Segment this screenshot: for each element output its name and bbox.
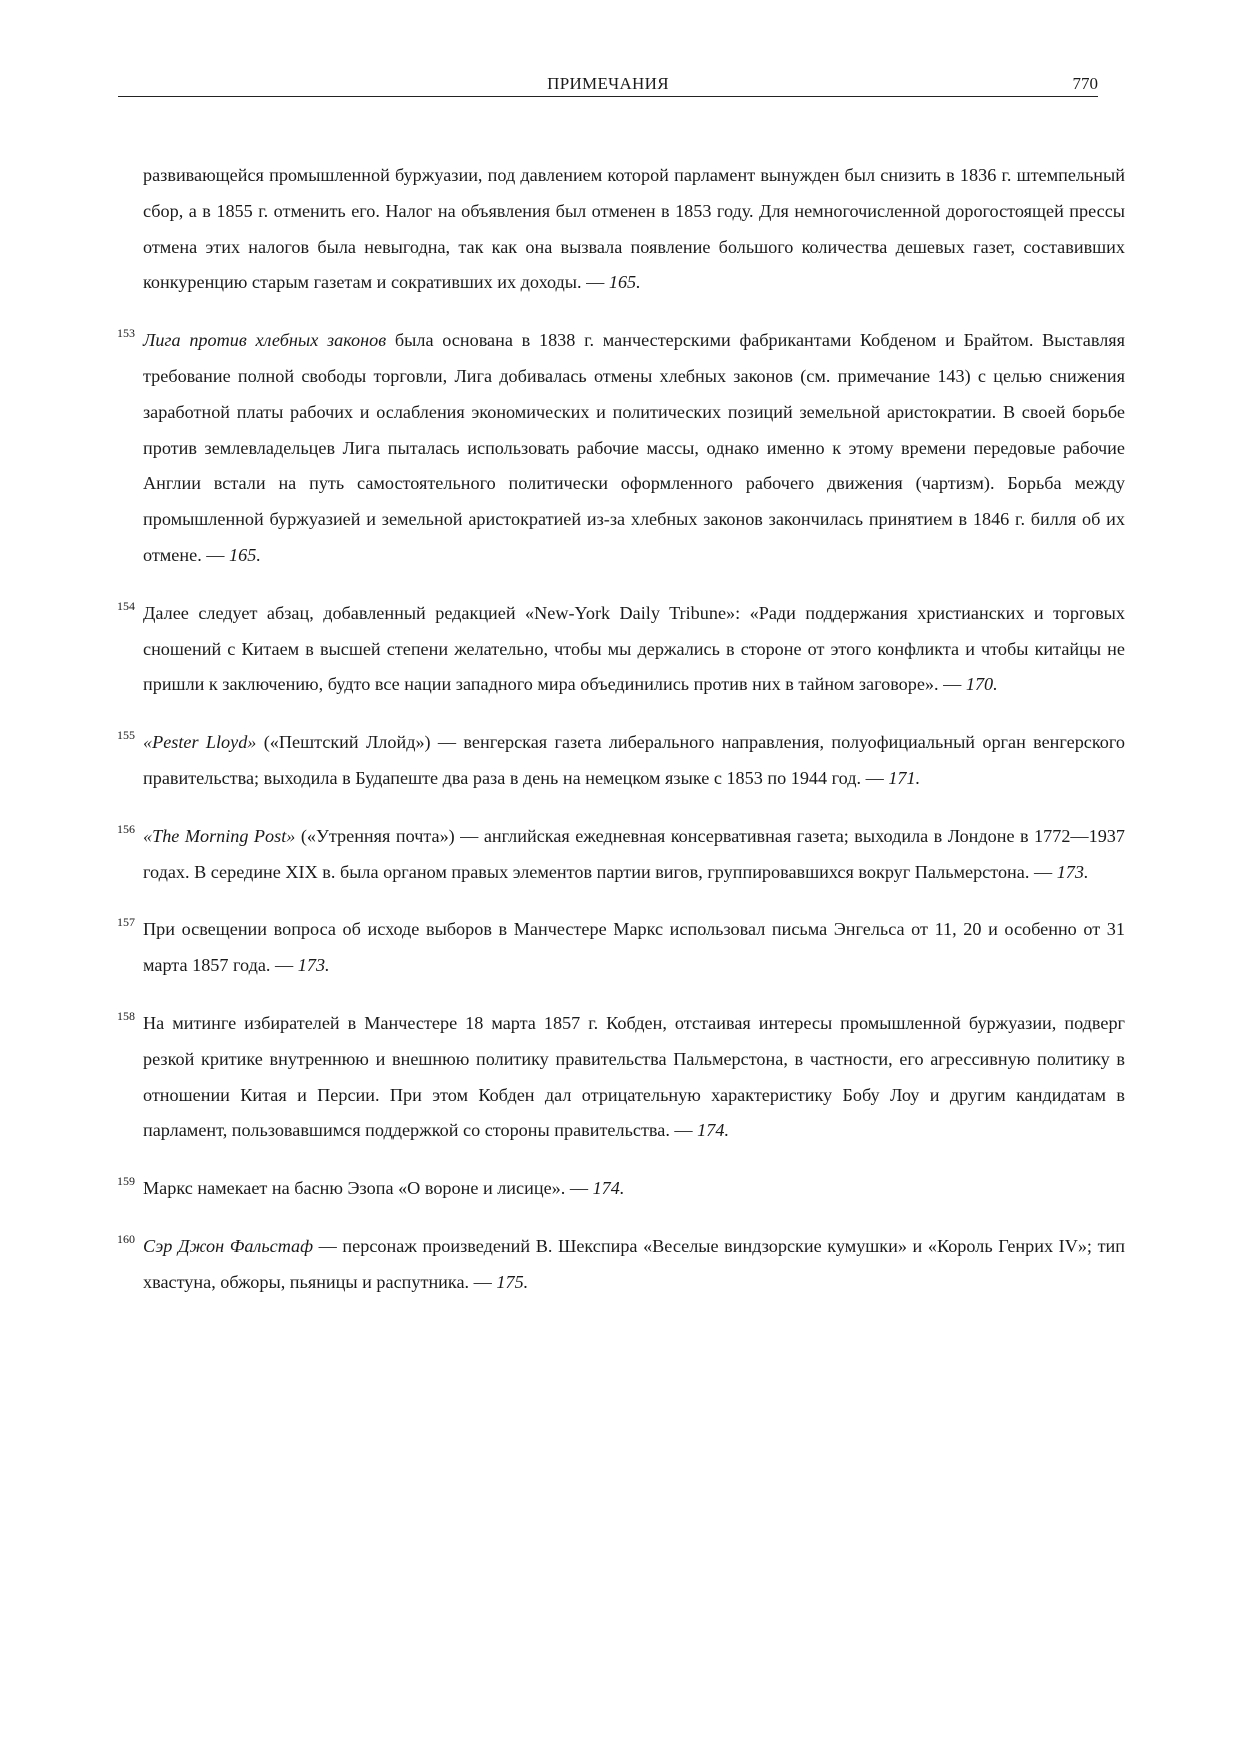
- note-lead: «Pester Lloyd»: [143, 732, 257, 753]
- note-text: Далее следует абзац, добавленный редакцией «New-York Daily Tribune»: «Ради поддержания христианских и торговых сношений с Китаем в высшей степени желательно, чтобы мы держались в стороне от этого конфликта и чтобы китайцы не пришли к заключению, будто все нации западного мира объединились против них в тайном заговоре». —: [143, 602, 1125, 695]
- note-153: [117, 323, 1126, 574]
- note-155: [117, 725, 1125, 797]
- note-lead: «The Morning Post»: [143, 825, 296, 846]
- page-header: [118, 74, 1098, 97]
- note-page-ref: 173.: [297, 955, 330, 976]
- note-text: На митинге избирателей в Манчестере 18 марта 1857 г. Кобден, отстаивая интересы промышленной буржуазии, подверг резкой критике внутреннюю и внешнюю политику правительства Пальмерстона, в частности, его агрессивную политику в отношении Китая и Персии. При этом Кобден дал отрицательную характеристику Бобу Лоу и другим кандидатам в парламент, пользовавшимся поддержкой со стороны правительства. —: [143, 1012, 1125, 1141]
- note-text: была основана в 1838 г. манчестерскими фабрикантами Кобденом и Брайтом. Выставляя требование полной свободы торговли, Лига добивалась отмены хлебных законов (см. примечание 143) с целью снижения заработной платы рабочих и ослабления экономических и политических позиций земельной аристократии. В своей борьбе против землевладельцев Лига пыталась использовать рабочие массы, однако именно к этому времени передовые рабочие Англии встали на путь самостоятельного политически оформленного рабочего движения (чартизм). Борьба между промышленной буржуазией и земельной аристократией из-за хлебных законов закончилась принятием в 1846 г. билля об их отмене. —: [143, 330, 1126, 565]
- note-text: («Утренняя почта») — английская ежедневная консервативная газета; выходила в Лондоне в 1772—1937 годах. В середине XIX в. была органом правых элементов партии вигов, группировавшихся вокруг Пальмерстона. —: [143, 825, 1125, 882]
- running-title: ПРИМЕЧАНИЯ: [547, 74, 669, 93]
- note-160: [117, 1229, 1125, 1301]
- note-number: 154: [117, 598, 135, 613]
- notes-body: [117, 158, 1126, 1323]
- note-page-ref: 165.: [229, 544, 261, 565]
- note-text: Маркс намекает на басню Эзопа «О вороне и лисице». —: [143, 1178, 593, 1199]
- note-number: 157: [117, 915, 135, 930]
- note-text: При освещении вопроса об исходе выборов в Манчестере Маркс использовал письма Энгельса от 11, 20 и особенно от 31 марта 1857 года. —: [143, 919, 1125, 976]
- note-number: 153: [117, 326, 135, 341]
- note-number: 156: [117, 821, 135, 836]
- note-number: 160: [117, 1231, 135, 1246]
- note-page-ref: 175.: [496, 1271, 529, 1292]
- note-157: [117, 912, 1125, 984]
- note-159: [117, 1171, 1125, 1207]
- note-page-ref: 173.: [1056, 861, 1089, 882]
- note-page-ref: 174.: [592, 1178, 625, 1199]
- note-lead: Лига против хлебных законов: [143, 330, 387, 351]
- page-number: 770: [1072, 74, 1098, 93]
- note-156: [117, 819, 1125, 891]
- note-text: — персонаж произведений В. Шекспира «Веселые виндзорские кумушки» и «Король Генрих IV»; тип хвастуна, обжоры, пьяницы и распутника. —: [143, 1235, 1125, 1292]
- note-lead: Сэр Джон Фальстаф: [143, 1235, 314, 1256]
- note-page-ref: 170.: [965, 674, 998, 695]
- note-text: развивающейся промышленной буржуазии, под давлением которой парламент вынужден был снизить в 1836 г. штемпельный сбор, а в 1855 г. отменить его. Налог на объявления был отменен в 1853 году. Для немногочисленной дорогостоящей прессы отмена этих налогов была невыгодна, так как она вызвала появление большого количества дешевых газет, составивших конкуренцию старым газетам и сокративших их доходы. —: [143, 165, 1125, 293]
- note-number: 159: [117, 1174, 135, 1189]
- note-page-ref: 165.: [608, 272, 641, 293]
- note-154: [117, 596, 1125, 703]
- note-158: [117, 1006, 1125, 1149]
- note-continuation: [143, 158, 1125, 301]
- note-page-ref: 171.: [888, 767, 921, 788]
- note-text: («Пештский Ллойд») — венгерская газета либерального направления, полуофициальный орган венгерского правительства; выходила в Будапеште два раза в день на немецком языке с 1853 по 1944 год. —: [143, 732, 1125, 788]
- note-number: 155: [117, 728, 135, 743]
- note-number: 158: [117, 1008, 135, 1023]
- note-page-ref: 174.: [697, 1120, 729, 1141]
